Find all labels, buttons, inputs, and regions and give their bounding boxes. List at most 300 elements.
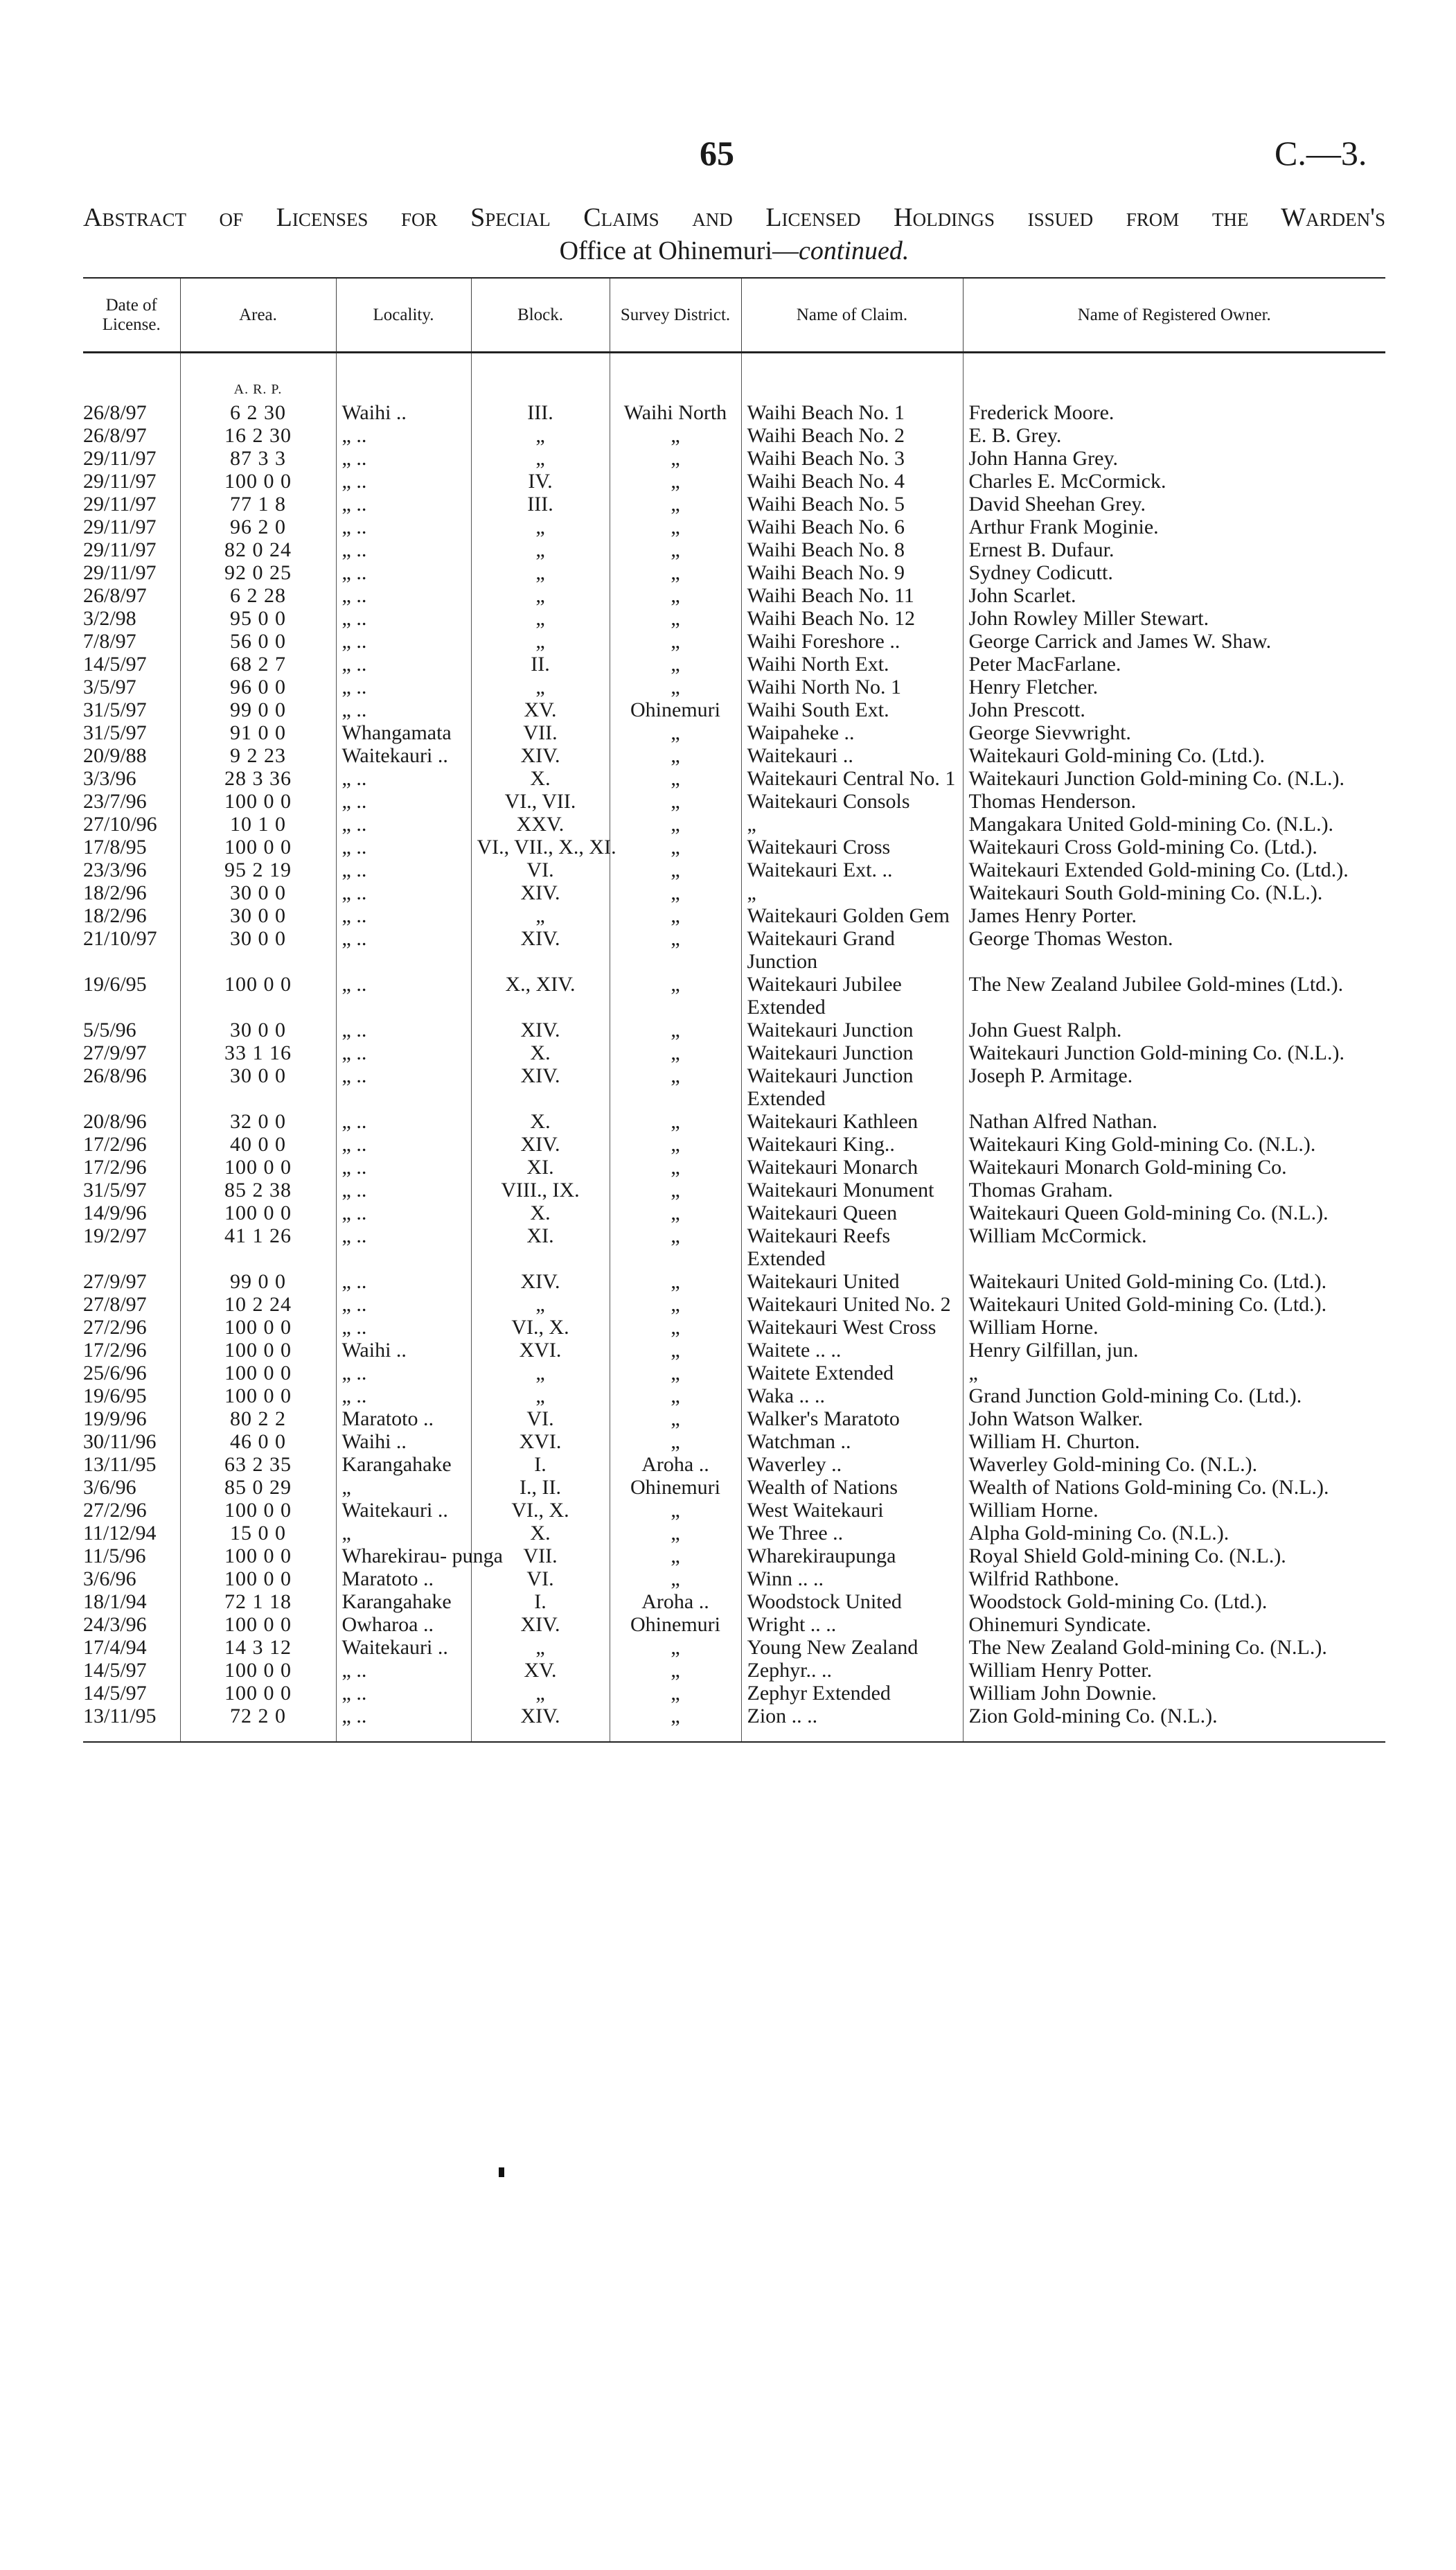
document-code: C.—3.: [1275, 134, 1367, 173]
table-row: [83, 424, 1385, 447]
block-cell: „: [471, 1362, 610, 1384]
block-cell: „: [471, 1636, 610, 1659]
block-cell: XVI.: [471, 1339, 610, 1362]
area-cell: 96 2 0: [180, 516, 336, 538]
district-cell: „: [610, 836, 741, 859]
district-cell: „: [610, 1567, 741, 1590]
block-cell: VII.: [471, 1544, 610, 1567]
date-cell: 13/11/95: [83, 1453, 157, 1476]
claim-cell: Wealth of Nations: [741, 1476, 963, 1499]
date-cell: 30/11/96: [83, 1430, 157, 1453]
owner-cell: Thomas Henderson.: [963, 790, 1385, 813]
locality-cell: „ ..: [336, 516, 471, 538]
locality-cell: „ ..: [336, 1202, 471, 1224]
locality-cell: „ ..: [336, 1316, 471, 1339]
block-cell: VII.: [471, 721, 610, 744]
claim-cell: Waitekauri Jubilee Extended: [741, 973, 963, 1019]
date-cell: 23/3/96: [83, 859, 147, 881]
locality-cell: „ ..: [336, 973, 471, 1019]
area-cell: 14 3 12: [180, 1636, 336, 1659]
block-cell: VI., X.: [471, 1316, 610, 1339]
area-cell: 99 0 0: [180, 698, 336, 721]
area-cell: 30 0 0: [180, 927, 336, 973]
table-row: [83, 1133, 1385, 1156]
claim-cell: Waitekauri Queen: [741, 1202, 963, 1224]
block-cell: IV.: [471, 470, 610, 493]
locality-cell: „ ..: [336, 1224, 471, 1270]
owner-cell: John Watson Walker.: [963, 1407, 1385, 1430]
locality-cell: „ ..: [336, 1110, 471, 1133]
date-cell: 31/5/97: [83, 721, 147, 744]
district-cell: „: [610, 1156, 741, 1179]
block-cell: X.: [471, 1110, 610, 1133]
locality-cell: „ ..: [336, 561, 471, 584]
area-cell: 100 0 0: [180, 1384, 336, 1407]
table-row: [83, 1659, 1385, 1682]
date-cell: 26/8/96: [83, 1064, 147, 1087]
owner-cell: Waitekauri Extended Gold-mining Co. (Ltd.).: [963, 859, 1385, 881]
locality-cell: „ ..: [336, 470, 471, 493]
owner-cell: William McCormick.: [963, 1224, 1385, 1270]
table-row: [83, 836, 1385, 859]
district-cell: „: [610, 1133, 741, 1156]
table-row: [83, 653, 1385, 676]
district-cell: „: [610, 607, 741, 630]
district-cell: Waihi North: [610, 401, 741, 424]
header-claim: Name of Claim.: [741, 278, 963, 353]
area-cell: 10 1 0: [180, 813, 336, 836]
district-cell: „: [610, 493, 741, 516]
area-units-row: [83, 353, 1385, 402]
date-cell: 11/5/96: [83, 1544, 146, 1567]
claim-cell: Waihi North Ext.: [741, 653, 963, 676]
owner-cell: William John Downie.: [963, 1682, 1385, 1705]
date-cell: 17/4/94: [83, 1636, 147, 1659]
locality-cell: Maratoto ..: [336, 1407, 471, 1430]
date-cell: 3/2/98: [83, 607, 136, 630]
page-number: 65: [700, 134, 734, 173]
district-cell: „: [610, 1270, 741, 1293]
date-cell: 29/11/97: [83, 538, 157, 561]
table-row: [83, 744, 1385, 767]
owner-cell: Waitekauri Gold-mining Co. (Ltd.).: [963, 744, 1385, 767]
claim-cell: „: [741, 813, 963, 836]
block-cell: XI.: [471, 1224, 610, 1270]
claim-cell: Waihi Beach No. 11: [741, 584, 963, 607]
title-line-1: Abstract of Licenses for Special Claims and Licensed Holdings issued from the Warden's: [83, 203, 1385, 232]
claim-cell: Waitekauri ..: [741, 744, 963, 767]
locality-cell: „ ..: [336, 493, 471, 516]
district-cell: „: [610, 424, 741, 447]
title-office: Office at Ohinemuri—: [559, 236, 799, 265]
date-cell: 19/2/97: [83, 1224, 147, 1247]
claim-cell: We Three ..: [741, 1522, 963, 1544]
area-cell: 100 0 0: [180, 836, 336, 859]
title-continued: continued.: [799, 236, 909, 265]
table-row: [83, 1224, 1385, 1270]
table-row: [83, 1636, 1385, 1659]
table-row: [83, 1041, 1385, 1064]
header-block: Block.: [471, 278, 610, 353]
district-cell: „: [610, 904, 741, 927]
claim-cell: Woodstock United: [741, 1590, 963, 1613]
date-cell: 11/12/94: [83, 1522, 157, 1544]
area-cell: 85 2 38: [180, 1179, 336, 1202]
owner-cell: James Henry Porter.: [963, 904, 1385, 927]
area-cell: 91 0 0: [180, 721, 336, 744]
district-cell: „: [610, 516, 741, 538]
table-row: [83, 561, 1385, 584]
locality-cell: Karangahake: [336, 1590, 471, 1613]
block-cell: VI.: [471, 859, 610, 881]
district-cell: „: [610, 470, 741, 493]
block-cell: „: [471, 630, 610, 653]
owner-cell: Henry Gilfillan, jun.: [963, 1339, 1385, 1362]
locality-cell: „ ..: [336, 904, 471, 927]
table-row: [83, 447, 1385, 470]
locality-cell: „ ..: [336, 790, 471, 813]
locality-cell: „ ..: [336, 1270, 471, 1293]
date-cell: 5/5/96: [83, 1019, 136, 1041]
licenses-table: [83, 277, 1385, 1743]
block-cell: VI., VII., X., XI.: [471, 836, 610, 859]
owner-cell: Arthur Frank Moginie.: [963, 516, 1385, 538]
district-cell: „: [610, 927, 741, 973]
district-cell: „: [610, 653, 741, 676]
date-cell: 3/5/97: [83, 676, 136, 698]
locality-cell: Whangamata: [336, 721, 471, 744]
area-cell: 28 3 36: [180, 767, 336, 790]
area-cell: 16 2 30: [180, 424, 336, 447]
date-cell: 19/6/95: [83, 973, 147, 996]
area-cell: 63 2 35: [180, 1453, 336, 1476]
block-cell: X., XIV.: [471, 973, 610, 1019]
claim-cell: Young New Zealand: [741, 1636, 963, 1659]
owner-cell: William Horne.: [963, 1316, 1385, 1339]
locality-cell: „ ..: [336, 698, 471, 721]
locality-cell: „ ..: [336, 927, 471, 973]
owner-cell: Joseph P. Armitage.: [963, 1064, 1385, 1110]
claim-cell: Waitekauri Grand Junction: [741, 927, 963, 973]
district-cell: „: [610, 1041, 741, 1064]
area-cell: 68 2 7: [180, 653, 336, 676]
locality-cell: „ ..: [336, 813, 471, 836]
date-cell: 29/11/97: [83, 561, 157, 584]
date-cell: 7/8/97: [83, 630, 136, 653]
claim-cell: West Waitekauri: [741, 1499, 963, 1522]
block-cell: I.: [471, 1590, 610, 1613]
district-cell: „: [610, 881, 741, 904]
claim-cell: Winn .. ..: [741, 1567, 963, 1590]
claim-cell: Waihi South Ext.: [741, 698, 963, 721]
owner-cell: John Guest Ralph.: [963, 1019, 1385, 1041]
claim-cell: Waihi Beach No. 12: [741, 607, 963, 630]
block-cell: III.: [471, 401, 610, 424]
area-cell: 10 2 24: [180, 1293, 336, 1316]
claim-cell: Waitekauri Junction: [741, 1041, 963, 1064]
claim-cell: Waitekauri Kathleen: [741, 1110, 963, 1133]
owner-cell: Mangakara United Gold-mining Co. (N.L.).: [963, 813, 1385, 836]
area-cell: 33 1 16: [180, 1041, 336, 1064]
claim-cell: Waihi North No. 1: [741, 676, 963, 698]
locality-cell: „ ..: [336, 1156, 471, 1179]
district-cell: „: [610, 630, 741, 653]
owner-cell: Peter MacFarlane.: [963, 653, 1385, 676]
claim-cell: Waitekauri Central No. 1: [741, 767, 963, 790]
date-cell: 27/9/97: [83, 1270, 147, 1293]
area-cell: 96 0 0: [180, 676, 336, 698]
claim-cell: Waitete .. ..: [741, 1339, 963, 1362]
owner-cell: William H. Churton.: [963, 1430, 1385, 1453]
table-row: [83, 1407, 1385, 1430]
claim-cell: Waitekauri United No. 2: [741, 1293, 963, 1316]
district-cell: „: [610, 721, 741, 744]
claim-cell: Waihi Foreshore ..: [741, 630, 963, 653]
owner-cell: „: [963, 1362, 1385, 1384]
table-row: [83, 767, 1385, 790]
table-row: [83, 1293, 1385, 1316]
claim-cell: Waitete Extended: [741, 1362, 963, 1384]
area-cell: 56 0 0: [180, 630, 336, 653]
date-cell: 3/6/96: [83, 1476, 136, 1499]
block-cell: XIV.: [471, 1705, 610, 1742]
date-cell: 18/2/96: [83, 904, 147, 927]
area-cell: 30 0 0: [180, 904, 336, 927]
block-cell: XVI.: [471, 1430, 610, 1453]
owner-cell: Waverley Gold-mining Co. (N.L.).: [963, 1453, 1385, 1476]
district-cell: „: [610, 561, 741, 584]
block-cell: „: [471, 607, 610, 630]
district-cell: „: [610, 538, 741, 561]
owner-cell: William Horne.: [963, 1499, 1385, 1522]
locality-cell: „ ..: [336, 630, 471, 653]
print-mark: [499, 2167, 504, 2177]
table-header-row: [83, 278, 1385, 353]
table-row: [83, 859, 1385, 881]
owner-cell: Thomas Graham.: [963, 1179, 1385, 1202]
block-cell: X.: [471, 1202, 610, 1224]
locality-cell: „ ..: [336, 1133, 471, 1156]
header-locality: Locality.: [336, 278, 471, 353]
block-cell: XV.: [471, 1659, 610, 1682]
claim-cell: Waitekauri United: [741, 1270, 963, 1293]
table-row: [83, 1179, 1385, 1202]
block-cell: I., II.: [471, 1476, 610, 1499]
district-cell: „: [610, 790, 741, 813]
area-cell: 100 0 0: [180, 1499, 336, 1522]
table-row: [83, 1384, 1385, 1407]
owner-cell: The New Zealand Gold-mining Co. (N.L.).: [963, 1636, 1385, 1659]
owner-cell: Waitekauri Monarch Gold-mining Co.: [963, 1156, 1385, 1179]
date-cell: 18/2/96: [83, 881, 147, 904]
owner-cell: John Rowley Miller Stewart.: [963, 607, 1385, 630]
owner-cell: David Sheehan Grey.: [963, 493, 1385, 516]
district-cell: „: [610, 447, 741, 470]
block-cell: VI.: [471, 1407, 610, 1430]
table-row: [83, 813, 1385, 836]
block-cell: X.: [471, 767, 610, 790]
date-cell: 17/8/95: [83, 836, 147, 859]
district-cell: Aroha ..: [610, 1590, 741, 1613]
district-cell: „: [610, 676, 741, 698]
table-row: [83, 1613, 1385, 1636]
area-cell: 85 0 29: [180, 1476, 336, 1499]
block-cell: „: [471, 538, 610, 561]
block-cell: X.: [471, 1522, 610, 1544]
header-area: Area.: [180, 278, 336, 353]
table-row: [83, 1453, 1385, 1476]
owner-cell: Waitekauri Junction Gold-mining Co. (N.L.).: [963, 767, 1385, 790]
district-cell: Ohinemuri: [610, 1476, 741, 1499]
block-cell: XIV.: [471, 1270, 610, 1293]
title-line-2: [83, 234, 1385, 267]
claim-cell: Watchman ..: [741, 1430, 963, 1453]
claim-cell: Waihi Beach No. 6: [741, 516, 963, 538]
district-cell: „: [610, 1110, 741, 1133]
block-cell: III.: [471, 493, 610, 516]
table-row: [83, 1682, 1385, 1705]
claim-cell: Wharekiraupunga: [741, 1544, 963, 1567]
owner-cell: The New Zealand Jubilee Gold-mines (Ltd.).: [963, 973, 1385, 1019]
date-cell: 27/2/96: [83, 1499, 147, 1522]
date-cell: 24/3/96: [83, 1613, 147, 1636]
district-cell: „: [610, 1682, 741, 1705]
block-cell: VI., X.: [471, 1499, 610, 1522]
owner-cell: Ernest B. Dufaur.: [963, 538, 1385, 561]
block-cell: VI., VII.: [471, 790, 610, 813]
locality-cell: „ ..: [336, 676, 471, 698]
table-row: [83, 790, 1385, 813]
table-row: [83, 1544, 1385, 1567]
claim-cell: Waitekauri Golden Gem: [741, 904, 963, 927]
block-cell: XI.: [471, 1156, 610, 1179]
claim-cell: Waitekauri Reefs Extended: [741, 1224, 963, 1270]
block-cell: XIV.: [471, 1613, 610, 1636]
area-cell: 95 2 19: [180, 859, 336, 881]
block-cell: VI.: [471, 1567, 610, 1590]
area-cell: 100 0 0: [180, 1339, 336, 1362]
block-cell: „: [471, 1384, 610, 1407]
district-cell: „: [610, 1064, 741, 1110]
claim-cell: Waitekauri Monument: [741, 1179, 963, 1202]
table-row: [83, 1110, 1385, 1133]
claim-cell: Waka .. ..: [741, 1384, 963, 1407]
owner-cell: Frederick Moore.: [963, 401, 1385, 424]
area-cell: 100 0 0: [180, 1156, 336, 1179]
locality-cell: Waihi ..: [336, 1430, 471, 1453]
date-cell: 25/6/96: [83, 1362, 147, 1384]
district-cell: „: [610, 1316, 741, 1339]
locality-cell: Waitekauri ..: [336, 1636, 471, 1659]
area-cell: 99 0 0: [180, 1270, 336, 1293]
area-cell: 100 0 0: [180, 1567, 336, 1590]
area-cell: 100 0 0: [180, 1682, 336, 1705]
owner-cell: George Carrick and James W. Shaw.: [963, 630, 1385, 653]
locality-cell: „ ..: [336, 1682, 471, 1705]
owner-cell: Waitekauri United Gold-mining Co. (Ltd.).: [963, 1293, 1385, 1316]
date-cell: 19/6/95: [83, 1384, 147, 1407]
owner-cell: Nathan Alfred Nathan.: [963, 1110, 1385, 1133]
area-cell: 72 2 0: [180, 1705, 336, 1742]
area-cell: 100 0 0: [180, 1613, 336, 1636]
claim-cell: Waihi Beach No. 5: [741, 493, 963, 516]
locality-cell: Waihi ..: [336, 1339, 471, 1362]
locality-cell: „ ..: [336, 1362, 471, 1384]
table-row: [83, 973, 1385, 1019]
area-cell: 41 1 26: [180, 1224, 336, 1270]
claim-cell: Waitekauri Cross: [741, 836, 963, 859]
block-cell: VIII., IX.: [471, 1179, 610, 1202]
table-row: [83, 1339, 1385, 1362]
block-cell: XIV.: [471, 927, 610, 973]
claim-cell: Waitekauri King..: [741, 1133, 963, 1156]
district-cell: „: [610, 1430, 741, 1453]
district-cell: „: [610, 1522, 741, 1544]
table-row: [83, 1316, 1385, 1339]
claim-cell: Zion .. ..: [741, 1705, 963, 1742]
block-cell: XIV.: [471, 1019, 610, 1041]
date-cell: 29/11/97: [83, 493, 157, 516]
claim-cell: Waipaheke ..: [741, 721, 963, 744]
date-cell: 23/7/96: [83, 790, 147, 813]
owner-cell: John Hanna Grey.: [963, 447, 1385, 470]
table-row: [83, 1019, 1385, 1041]
table-row: [83, 904, 1385, 927]
table-row: [83, 1567, 1385, 1590]
district-cell: „: [610, 1339, 741, 1362]
date-cell: 14/5/97: [83, 653, 147, 676]
owner-cell: Waitekauri United Gold-mining Co. (Ltd.).: [963, 1270, 1385, 1293]
area-cell: 46 0 0: [180, 1430, 336, 1453]
date-cell: 21/10/97: [83, 927, 157, 950]
date-cell: 14/9/96: [83, 1202, 147, 1224]
district-cell: „: [610, 1407, 741, 1430]
table-row: [83, 401, 1385, 424]
locality-cell: „ ..: [336, 1384, 471, 1407]
claim-cell: Waihi Beach No. 2: [741, 424, 963, 447]
claim-cell: Waitekauri Junction Extended: [741, 1064, 963, 1110]
district-cell: „: [610, 1636, 741, 1659]
table-row: [83, 1064, 1385, 1110]
table-row: [83, 1430, 1385, 1453]
area-cell: 32 0 0: [180, 1110, 336, 1133]
area-cell: 30 0 0: [180, 881, 336, 904]
date-cell: 18/1/94: [83, 1590, 147, 1613]
locality-cell: Karangahake: [336, 1453, 471, 1476]
district-cell: „: [610, 744, 741, 767]
locality-cell: Maratoto ..: [336, 1567, 471, 1590]
date-cell: 29/11/97: [83, 470, 157, 493]
block-cell: „: [471, 1682, 610, 1705]
owner-cell: George Thomas Weston.: [963, 927, 1385, 973]
block-cell: X.: [471, 1041, 610, 1064]
block-cell: „: [471, 561, 610, 584]
owner-cell: Wilfrid Rathbone.: [963, 1567, 1385, 1590]
table-row: [83, 1476, 1385, 1499]
district-cell: „: [610, 1499, 741, 1522]
owner-cell: Zion Gold-mining Co. (N.L.).: [963, 1705, 1385, 1742]
owner-cell: John Prescott.: [963, 698, 1385, 721]
area-cell: 6 2 30: [180, 401, 336, 424]
locality-cell: „: [336, 1476, 471, 1499]
locality-cell: „ ..: [336, 1019, 471, 1041]
locality-cell: „ ..: [336, 584, 471, 607]
locality-cell: „ ..: [336, 836, 471, 859]
date-cell: 29/11/97: [83, 447, 157, 470]
claim-cell: Zephyr Extended: [741, 1682, 963, 1705]
district-cell: „: [610, 1019, 741, 1041]
block-cell: I.: [471, 1453, 610, 1476]
